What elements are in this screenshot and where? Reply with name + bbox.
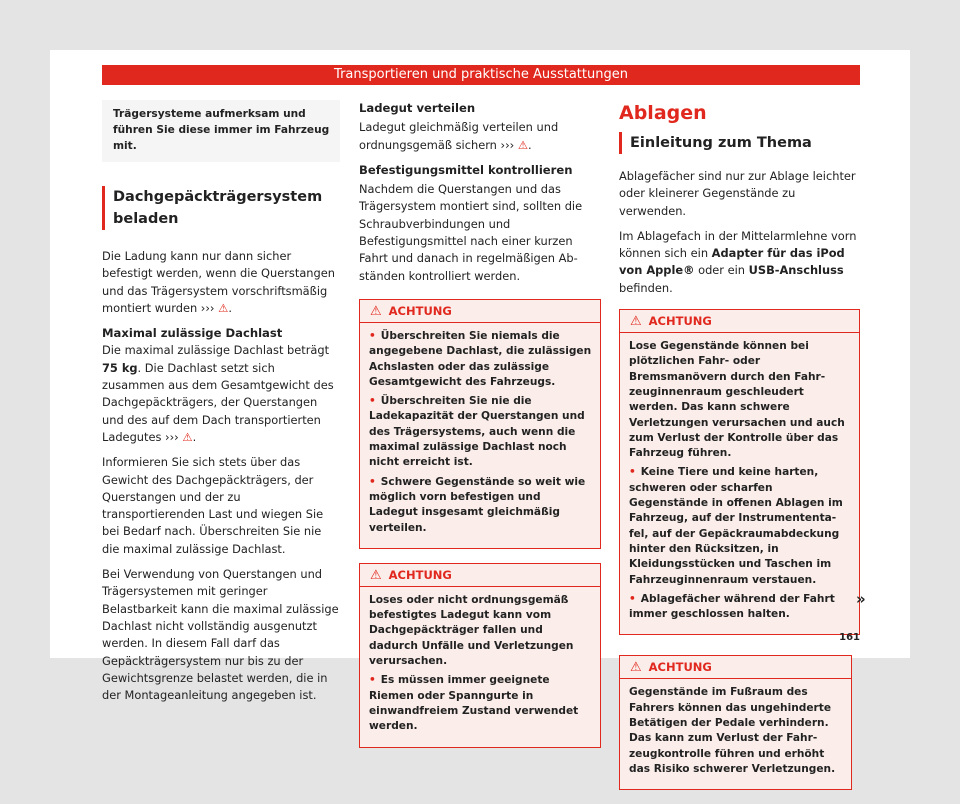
- warning-header: [360, 564, 600, 587]
- adapter-term: Adapter für das iPod von Apple®: [619, 246, 845, 278]
- paragraph-text: Die maximal zulässige Dachlast beträgt: [102, 343, 330, 358]
- paragraph: Ablagefächer sind nur zur Ablage leichter oder kleinerer Gegenstände zu verwenden.: [619, 169, 856, 218]
- paragraph-text: Die Ladung kann nur dann sicher befestigt werden, wenn die Querstangen und das Trägersystem vorschriftsmäßig montiert wurden ›››: [102, 249, 335, 315]
- heading-befestigung: Befestigungsmittel kontrollieren: [359, 162, 573, 177]
- warning-box: [619, 309, 860, 635]
- paragraph-text: . Die Dachlast setzt sich zusammen aus dem Gesamtgewicht des Dachgepäckträgers, der Querstangen und des auf dem Dach transportierten Ladegutes ›››: [102, 360, 334, 444]
- page-header: Transportieren und praktische Ausstattungen: [102, 65, 860, 85]
- warning-text: Lose Gegenstände können bei plötzlichen Fahr- oder Bremsmanövern durch den Fahrzeuginnenraum geschleudert werden. Das kann schwere Verletzungen verursachen und auch zum Verlust der Kontrolle über das Fahrzeug führen.: [629, 340, 845, 460]
- warning-body: [620, 679, 851, 789]
- column-2: [359, 100, 601, 762]
- continue-mark: »: [856, 590, 866, 608]
- warning-item: [369, 329, 592, 390]
- warning-item-text: Schwere Gegenstände so weit wie möglich vorn befestigen und Ladegut insgesamt gleichmäßig verteilen.: [369, 475, 586, 534]
- warning-triangle-icon: ⚠: [218, 300, 229, 315]
- page-number: 161: [839, 632, 860, 643]
- intro-box: Trägersysteme aufmerksam und führen Sie diese immer im Fahrzeug mit.: [102, 100, 340, 162]
- warning-triangle-icon: ⚠: [630, 660, 642, 676]
- warning-text: Loses oder nicht ordnungsgemäß befestigtes Ladegut kann vom Dachgepäckträger fallen und dadurch Unfälle und Verletzungen verursachen.: [369, 593, 574, 668]
- paragraph-text: oder ein: [698, 263, 745, 278]
- paragraph: Nachdem die Querstangen und das Trägersystem montiert sind, sollten die Schraubverbindungen und Befestigungsmittel nach einer kurzen Fahrt und danach in regelmäßigen Abständen kontrolliert werden.: [359, 182, 583, 283]
- paragraph: Bei Verwendung von Querstangen und Trägersystemen mit geringer Belastbarkeit kann die maximal zulässige Dachlast nicht vollständig ausgenutzt werden. In diesem Fall darf das Gepäckträgersystem nur bis zu der Gewichtsgrenze belastet werden, die in der Montageanleitung angegeben ist.: [102, 567, 339, 703]
- heading-ladegut: Ladegut verteilen: [359, 101, 476, 115]
- warning-box: [619, 655, 852, 790]
- chapter-title: Ablagen: [619, 102, 707, 124]
- warning-triangle-icon: ⚠: [370, 303, 382, 319]
- bullet-icon: •: [369, 329, 376, 342]
- warning-item: [369, 475, 592, 536]
- paragraph: [619, 228, 860, 297]
- warning-triangle-icon: ⚠: [182, 429, 193, 444]
- warning-header: [620, 656, 851, 679]
- warning-header: [360, 300, 600, 323]
- heading-dachlast: Maximal zulässige Dachlast: [102, 326, 283, 341]
- warning-item: [369, 394, 592, 470]
- warning-title: ACHTUNG: [388, 303, 452, 318]
- warning-item-text: Überschreiten Sie niemals die angegebene Dachlast, die zulässigen Achslasten oder das zulässige Gesamtgewicht des Fahrzeugs.: [369, 329, 592, 388]
- warning-body: [360, 323, 600, 548]
- bullet-icon: •: [629, 466, 636, 479]
- bullet-icon: •: [369, 395, 376, 408]
- paragraph: Die Ladung kann nur dann sicher befestigt werden, wenn die Querstangen und das Trägersystem vorschriftsmäßig montiert wurden ››› ⚠.: [102, 249, 335, 315]
- weight-value: 75 kg: [102, 360, 138, 375]
- paragraph-text: befinden.: [619, 280, 673, 295]
- paragraph-text: Im Ablagefach in der Mittelarmlehne vorn können sich ein: [619, 228, 857, 261]
- section-title: Dachgepäckträgersystem beladen: [102, 186, 340, 230]
- bullet-icon: •: [629, 592, 636, 605]
- warning-title: ACHTUNG: [648, 660, 712, 675]
- paragraph-text: Ladegut gleichmäßig verteilen und ordnungsgemäß sichern ›››: [359, 120, 559, 152]
- paragraph: Informieren Sie sich stets über das Gewicht des Dachgepäckträgers, der Querstangen und der zu transportierenden Last und wiegen Sie bei Bedarf nach. Überschreiten Sie nie die maximal zulässige Dachlast.: [102, 455, 324, 556]
- warning-body: [620, 333, 859, 634]
- warning-title: ACHTUNG: [388, 567, 452, 582]
- warning-triangle-icon: ⚠: [370, 567, 382, 583]
- warning-box: [359, 299, 601, 549]
- column-1: [102, 100, 340, 712]
- warning-item: [629, 592, 851, 623]
- warning-triangle-icon: ⚠: [630, 314, 642, 330]
- warning-item-text: Überschreiten Sie nie die Ladekapazität der Querstangen und des Trägersystems, auch wenn die maximal zulässige Dachlast noch nicht erreicht ist.: [369, 395, 585, 469]
- warning-body: [360, 587, 600, 747]
- paragraph: Ladegut gleichmäßig verteilen und ordnungsgemäß sichern ››› ⚠.: [359, 120, 559, 152]
- warning-item-text: Keine Tiere und keine harten, schweren oder scharfen Gegenstände in offenen Ablagen im Fahrzeug, auf der Instrumententafel, auf der Gepäckraumabdeckung hinter den Rücksitzen, in Kleidungsstücken und Taschen im Fahrzeuginnenraum verstauen.: [629, 466, 843, 586]
- warning-header: [620, 310, 859, 333]
- paragraph: Die maximal zulässige Dachlast beträgt 75 kg. Die Dachlast setzt sich zusammen aus dem Gesamtgewicht des Dachgepäckträgers, der Querstangen und des auf dem Dach transportierten Ladegutes ››› ⚠.: [102, 343, 334, 444]
- usb-term: USB-Anschluss: [748, 263, 844, 278]
- warning-triangle-icon: ⚠: [517, 137, 529, 152]
- bullet-icon: •: [369, 674, 376, 687]
- bullet-icon: •: [369, 475, 376, 488]
- column-3: [619, 100, 860, 804]
- warning-item-text: Ablagefächer während der Fahrt immer geschlossen halten.: [629, 592, 835, 621]
- warning-box: [359, 563, 601, 748]
- warning-item: [369, 673, 592, 734]
- warning-item: [629, 465, 851, 587]
- warning-item-text: Es müssen immer geeignete Riemen oder Spanngurte in einwandfreiem Zustand verwendet werden.: [369, 674, 579, 733]
- section-title: Einleitung zum Thema: [619, 132, 860, 154]
- warning-text: Gegenstände im Fußraum des Fahrers können das ungehinderte Betätigen der Pedale verhindern. Das kann zum Verlust der Fahrzeugkontrolle führen und erhöht das Risiko schwerer Verletzungen.: [629, 686, 836, 775]
- warning-title: ACHTUNG: [648, 314, 712, 329]
